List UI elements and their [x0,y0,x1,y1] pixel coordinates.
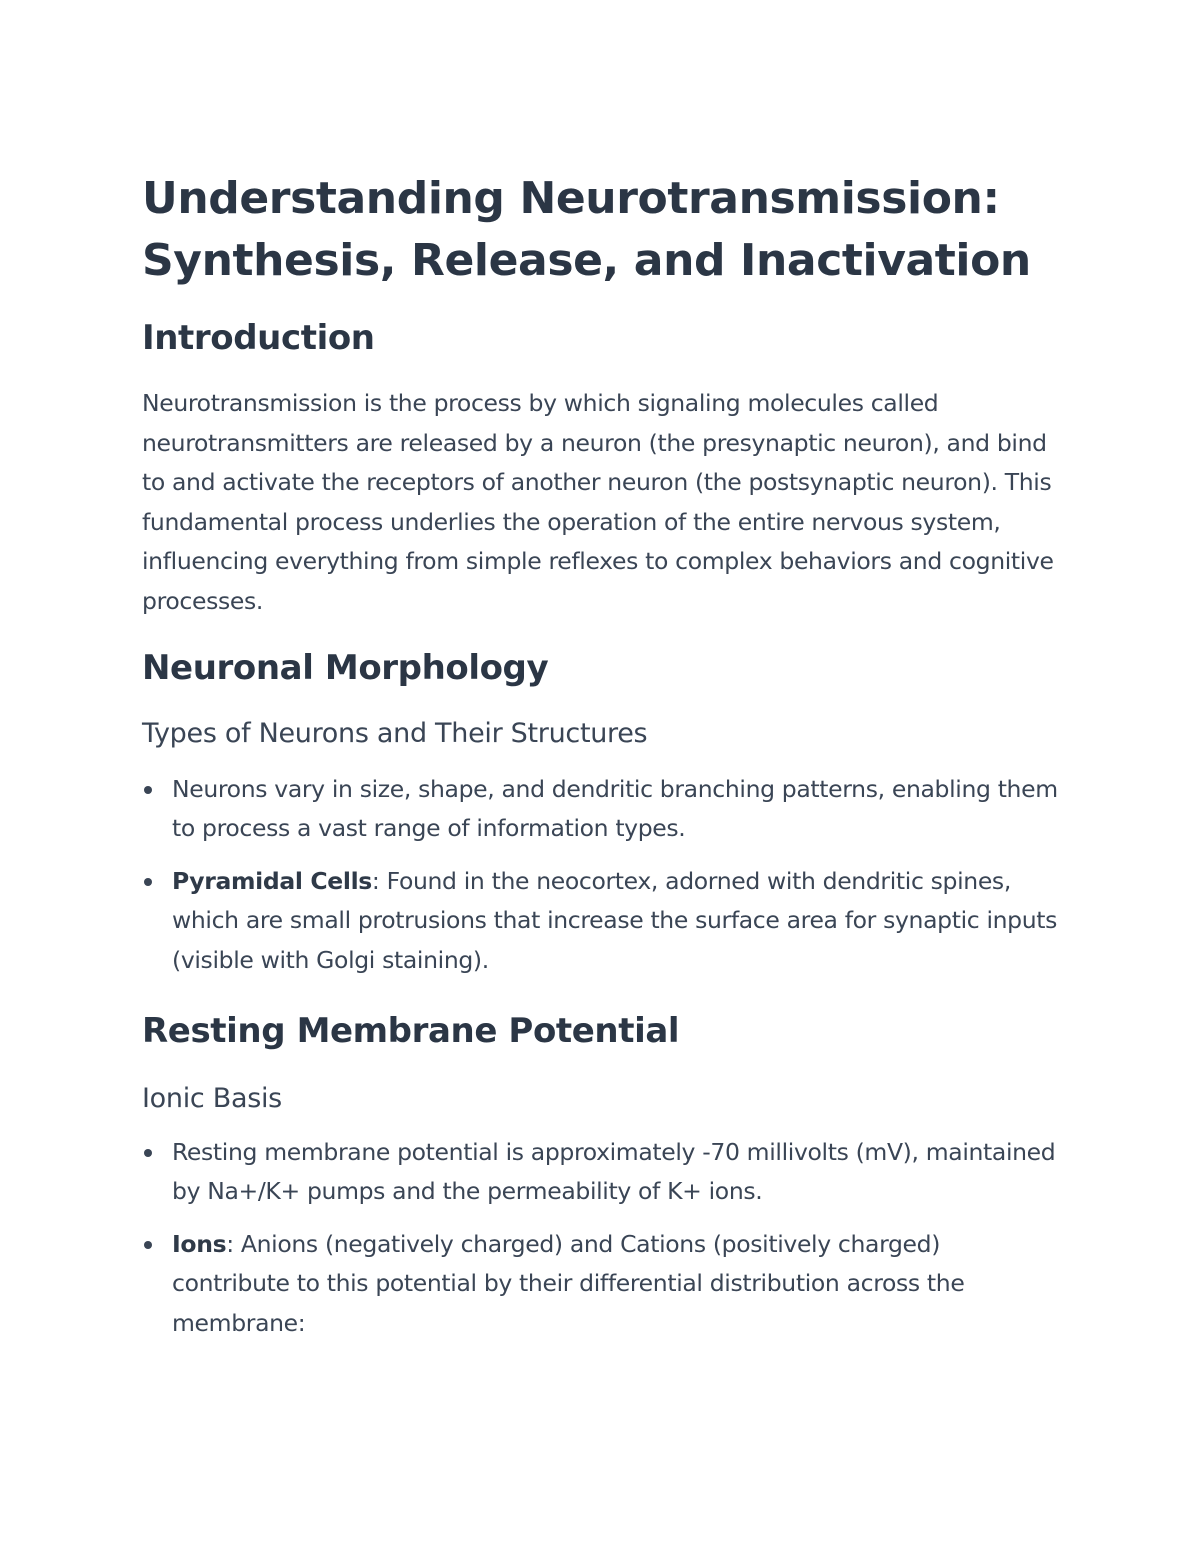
document-title: Understanding Neurotransmission: Synthesis, Release, and Inactivation [142,173,1031,286]
bullet-icon [144,1149,152,1157]
morphology-list [142,770,1062,981]
list-item-text: : Anions (negatively charged) and Cations (positively charged) contribute to this potential by their differential distribution across the membrane: [172,1229,965,1337]
list-item [142,1133,1062,1212]
list-item [142,770,1062,849]
list-item-text: Resting membrane potential is approximately -70 millivolts (mV), maintained by Na+/K+ pumps and the permeability of K+ ions. [172,1137,1056,1206]
section-heading-neuronal-morphology: Neuronal Morphology [142,647,549,688]
document-page [142,168,1062,1344]
bullet-icon [144,1241,152,1249]
subheading-ionic-basis: Ionic Basis [142,1082,282,1114]
section-heading-resting-membrane-potential: Resting Membrane Potential [142,1010,680,1051]
resting-potential-list [142,1133,1062,1344]
subheading-types-of-neurons: Types of Neurons and Their Structures [142,717,648,749]
list-item-text: : Found in the neocortex, adorned with dendritic spines, which are small protrusions that increase the surface area for synaptic inputs (visible with Golgi staining). [172,866,1058,974]
list-item-text: Neurons vary in size, shape, and dendritic branching patterns, enabling them to process a vast range of information types. [172,774,1058,843]
list-item [142,1225,1062,1344]
list-item-label: Ions [172,1229,227,1258]
list-item [142,862,1062,981]
list-item-label: Pyramidal Cells [172,866,372,895]
introduction-paragraph: Neurotransmission is the process by which signaling molecules called neurotransmitters are released by a neuron (the presynaptic neuron), and bind to and activate the receptors of another neuron (the postsynaptic neuron). This fundamental process underlies the operation of the entire nervous system, influencing everything from simple reflexes to complex behaviors and cognitive processes. [142,389,1054,615]
bullet-icon [144,878,152,886]
section-heading-introduction: Introduction [142,318,375,358]
bullet-icon [144,786,152,794]
